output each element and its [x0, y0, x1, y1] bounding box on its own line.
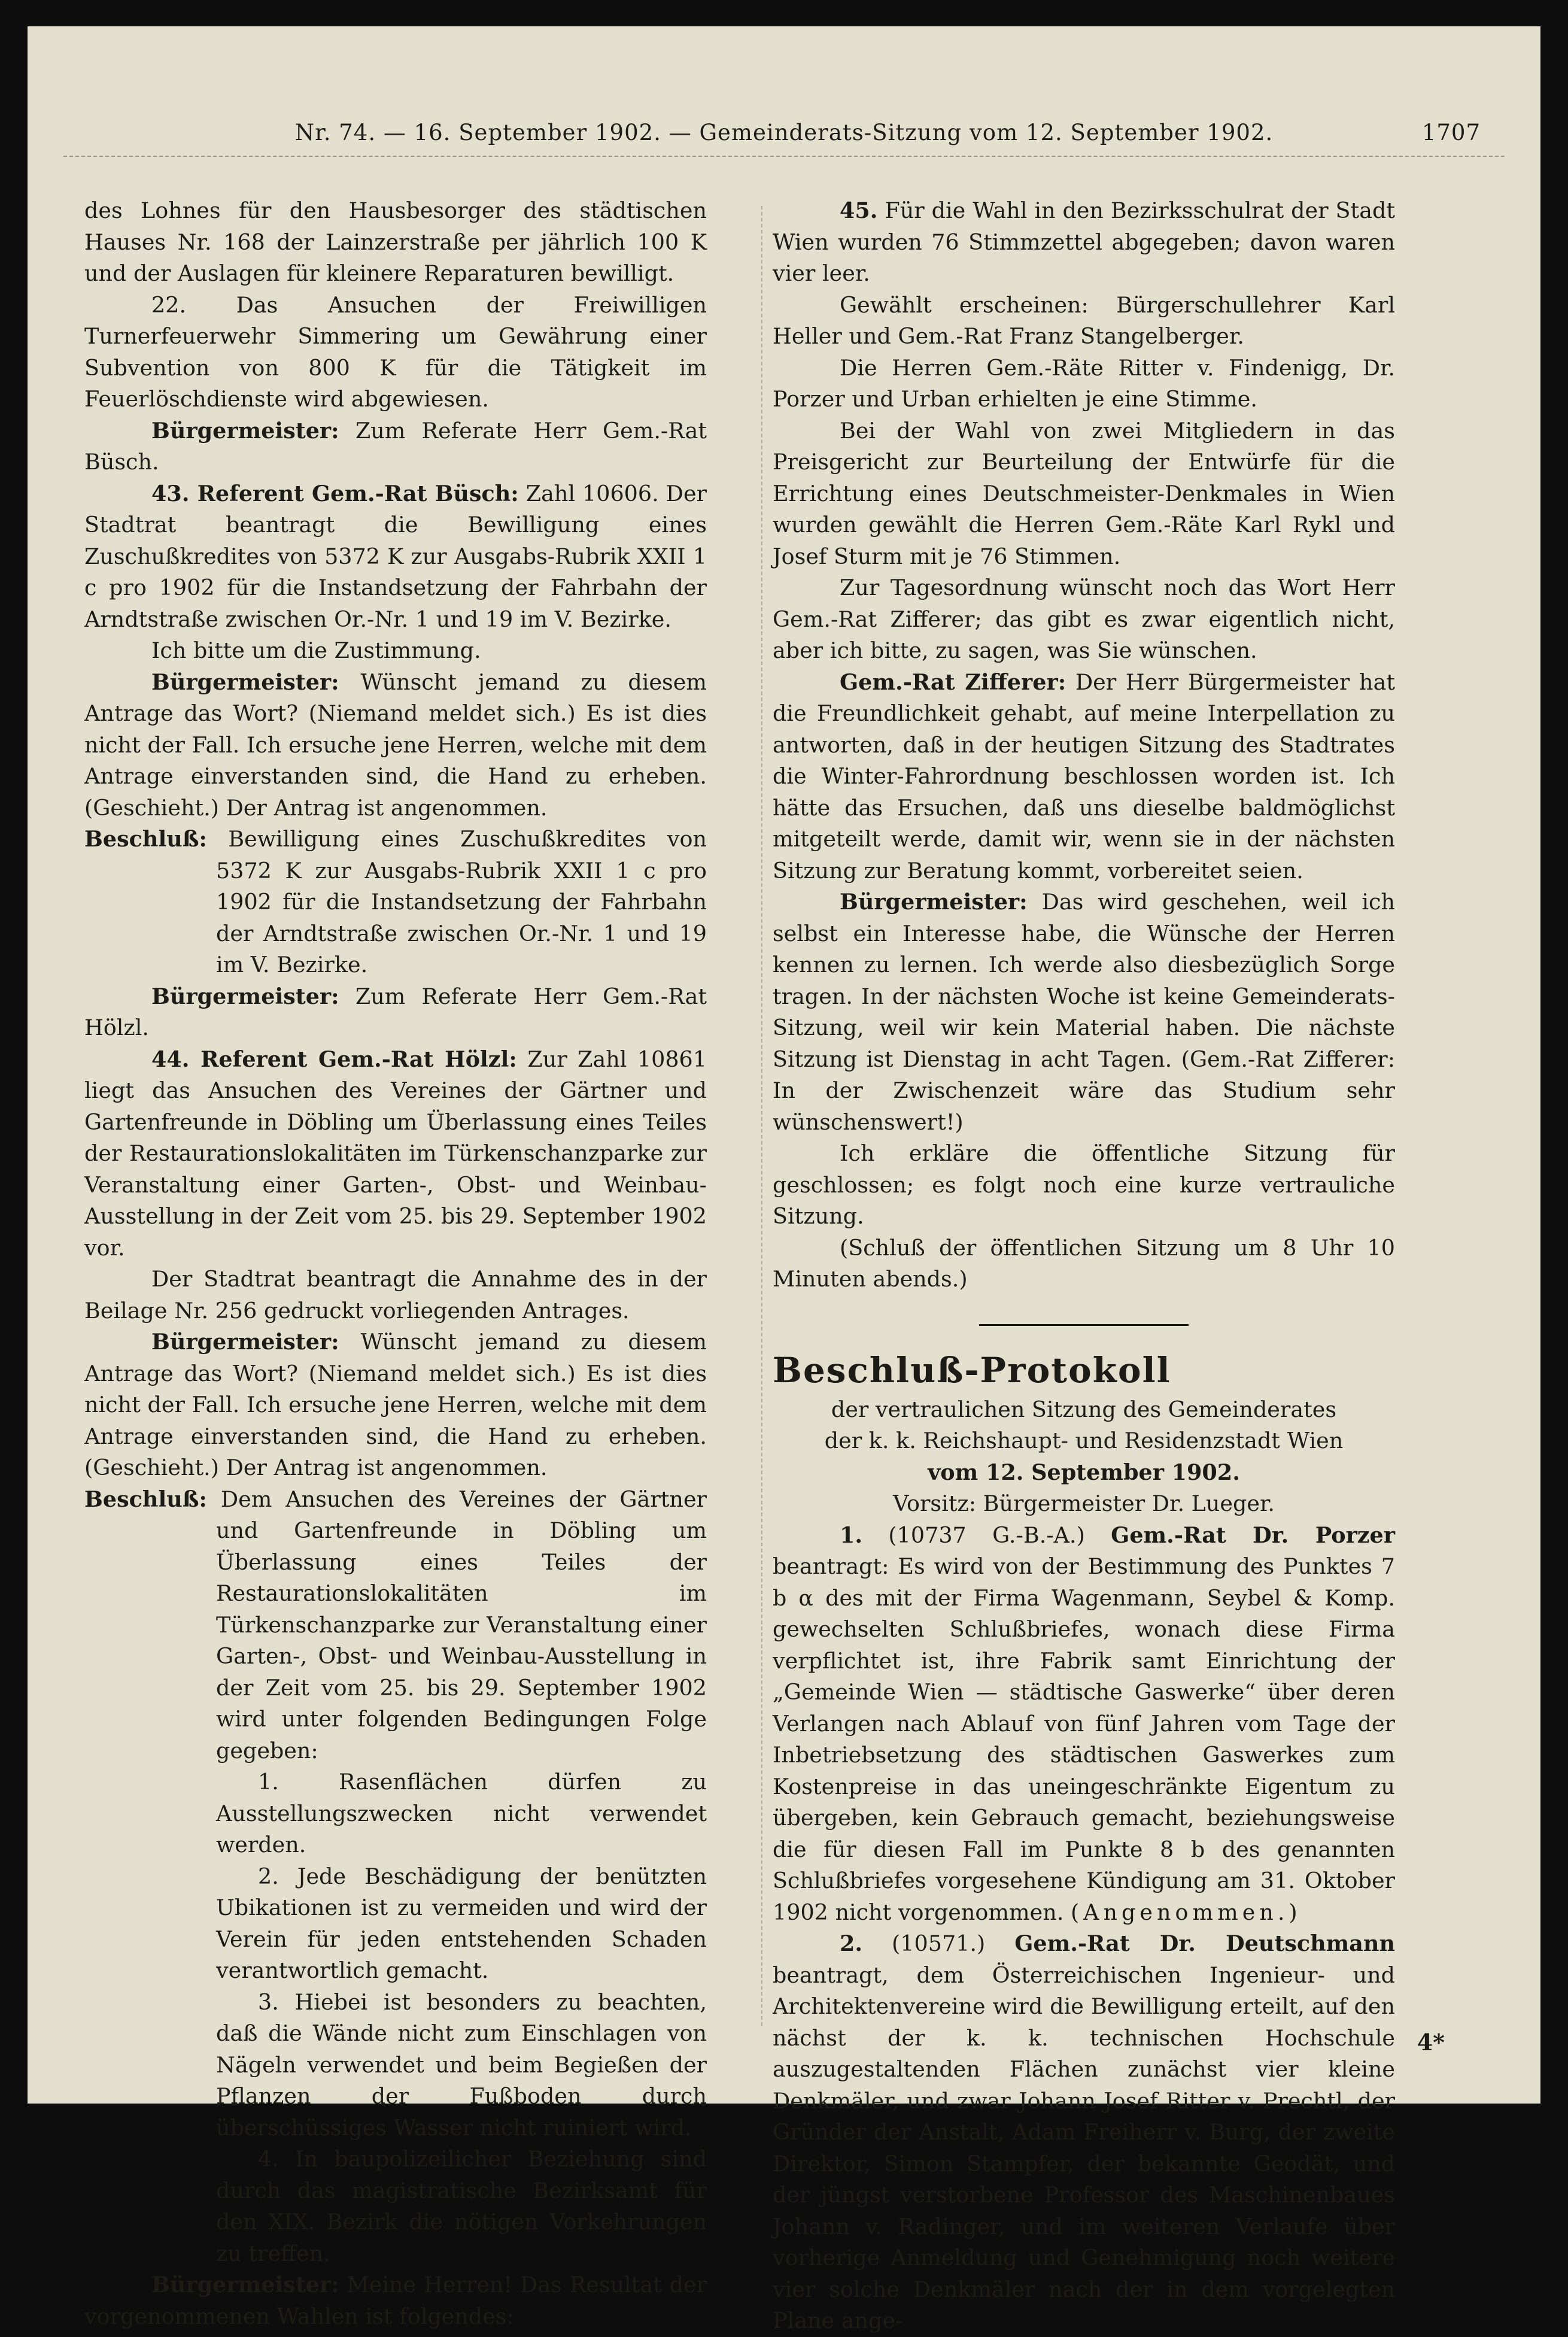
header-title: Nr. 74. — 16. September 1902. — Gemeinderats-Sitzung vom 12. September 1902.: [294, 120, 1274, 145]
paragraph: Die Herren Gem.-Räte Ritter v. Findenigg, Dr. Porzer und Urban erhielten je eine Stimme.: [773, 354, 1395, 412]
paragraph-text: Für die Wahl in den Bezirksschulrat der Stadt Wien wurden 76 Stimmzettel abgegeben; davon waren vier leer.: [773, 198, 1395, 286]
column-divider: [761, 206, 762, 2026]
protocol-subtitle: der vertraulichen Sitzung des Gemeinderates: [831, 1396, 1337, 1422]
speaker-label: 44. Referent Gem.-Rat Hölzl:: [151, 1046, 517, 1072]
speaker-label: Gem.-Rat Zifferer:: [840, 669, 1066, 695]
paragraph: Zur Tagesordnung wünscht noch das Wort Herr Gem.-Rat Zifferer; das gibt es zwar eigentlich nicht, aber ich bitte, zu sagen, was Sie wünschen.: [773, 575, 1395, 663]
right-column: [773, 195, 1395, 2337]
protocol-date: vom 12. September 1902.: [928, 1459, 1240, 1485]
paragraph: Ich bitte um die Zustimmung.: [151, 638, 481, 663]
paragraph-text: Meine Herren! Das Resultat der vorgenommenen Wahlen ist folgendes:: [84, 2272, 707, 2329]
speaker-label: Gem.-Rat Dr. Porzer: [1111, 1522, 1395, 1548]
paragraph: (Schluß der öffentlichen Sitzung um 8 Uhr 10 Minuten abends.): [773, 1234, 1395, 1292]
agenda-item: [773, 1928, 1395, 2337]
document-page: [28, 26, 1540, 2333]
left-column: [84, 195, 707, 2332]
result-label: (Angenommen.): [1070, 1899, 1302, 1925]
speaker-label: Gem.-Rat Dr. Deutschmann: [1014, 1931, 1395, 1956]
condition-item: 1. Rasenflächen dürfen zu Ausstellungszwecken nicht verwendet werden.: [216, 1769, 707, 1858]
resolution-text: Bewilligung eines Zuschußkredites von 5372 K zur Ausgabs-Rubrik XXII 1 c pro 1902 für die Instandsetzung der Fahrbahn der Arndtstraße zwischen Or.-Nr. 1 und 19 im V. Bezirke.: [216, 826, 707, 978]
speaker-label: Bürgermeister:: [151, 417, 339, 444]
paragraph-text: Der Herr Bürgermeister hat die Freundlichkeit gehabt, auf meine Interpellation zu antworten, daß in der heutigen Sitzung des Stadtrates die Winter-Fahrordnung beschlossen worden ist. Ich hätte das Ersuchen, daß uns dieselbe baldmöglichst mitgeteilt werde, damit wir, wenn sie in der nächsten Sitzung zur Beratung kommt, vorbereitet seien.: [773, 669, 1395, 884]
speaker-label: Bürgermeister:: [151, 983, 339, 1009]
item-number: 2.: [840, 1931, 863, 1956]
paragraph: [84, 1044, 707, 1264]
paragraph: [84, 981, 707, 1044]
protocol-chair: Vorsitz: Bürgermeister Dr. Lueger.: [892, 1491, 1275, 1516]
paragraph: [84, 415, 707, 478]
agenda-item: [773, 1520, 1395, 1929]
paragraph: [84, 478, 707, 636]
paragraph: [773, 887, 1395, 1138]
paragraph-text: Zahl 10606. Der Stadtrat beantragt die Bewilligung eines Zuschußkredites von 5372 K zur Ausgabs-Rubrik XXII 1 c pro 1902 für die Instandsetzung der Fahrbahn der Arndtstraße zwischen Or.-Nr. 1 und 19 im V. Bezirke.: [84, 480, 707, 632]
resolution-label: Beschluß:: [84, 1486, 207, 1512]
paragraph: [773, 195, 1395, 290]
resolution: [84, 824, 707, 981]
paragraph: Gewählt erscheinen: Bürgerschullehrer Karl Heller und Gem.-Rat Franz Stangelberger.: [773, 292, 1395, 349]
paragraph: [84, 2269, 707, 2332]
paragraph: [84, 667, 707, 824]
speaker-label: Bürgermeister:: [151, 669, 339, 695]
paragraph-text: Zum Referate Herr Gem.-Rat Hölzl.: [84, 983, 707, 1040]
speaker-label: 43. Referent Gem.-Rat Büsch:: [151, 480, 519, 506]
protocol-title: Beschluß-Protokoll: [773, 1349, 1171, 1391]
paragraph: [84, 1327, 707, 1484]
speaker-label: Bürgermeister:: [840, 889, 1028, 915]
paragraph: [773, 667, 1395, 887]
paragraph: Bei der Wahl von zwei Mitgliedern in das Preisgericht zur Beurteilung der Entwürfe für die Errichtung eines Deutschmeister-Denkmales in Wien wurden gewählt die Herren Gem.-Räte Karl Rykl und Josef Sturm mit je 76 Stimmen.: [773, 417, 1395, 569]
paragraph-text: beantragt, dem Österreichischen Ingenieur- und Architektenvereine wird die Bewilligung erteilt, auf den nächst der k. k. technischen Hochschule auszugestaltenden Flächen zunächst vier kleine Denkmäler, und zwar Johann Josef Ritter v. Prechtl, der Gründer der Anstalt, Adam Freiherr v. Burg, der zweite Direktor, Simon Stampfer, der bekannte Geodät, und der jüngst verstorbene Professor des Maschinenbaues Johann v. Radinger, und im weiteren Verlaufe über vorherige Anmeldung und Genehmigung noch weitere vier solche Denkmäler nach der in dem vorgelegten Plane ange-: [773, 1962, 1395, 2333]
item-reference: (10737 G.-B.-A.): [888, 1522, 1085, 1548]
paragraph-text: beantragt: Es wird von der Bestimmung des Punktes 7 b α des mit der Firma Wagenmann, Seybel & Komp. gewechselten Schlußbriefes, wonach diese Firma verpflichtet ist, ihre Fabrik samt Einrichtung der „Gemeinde Wien — städtische Gaswerke“ über deren Verlangen nach Ablauf von fünf Jahren vom Tage der Inbetriebsetzung des städtischen Gaswerkes zum Kostenpreise in das uneingeschränkte Eigentum zu übergeben, kein Gebrauch gemacht, beziehungsweise die für diesen Fall im Punkte 8 b des genannten Schlußbriefes vorgesehene Kündigung am 31. Oktober 1902 nicht vorgenommen.: [773, 1553, 1395, 1925]
paragraph-text: Wünscht jemand zu diesem Antrage das Wort? (Niemand meldet sich.) Es ist dies nicht der Fall. Ich ersuche jene Herren, welche mit dem Antrage einverstanden sind, die Hand zu erheben. (Geschieht.) Der Antrag ist angenommen.: [84, 1329, 707, 1480]
paragraph-text: Das wird geschehen, weil ich selbst ein Interesse habe, die Wünsche der Herren kennen zu lernen. Ich werde also diesbezüglich Sorge tragen. In der nächsten Woche ist keine Gemeinderats-Sitzung, weil wir kein Material haben. Die nächste Sitzung ist Dienstag in acht Tagen. (Gem.-Rat Zifferer: In der Zwischenzeit wäre das Studium sehr wünschenswert!): [773, 889, 1395, 1135]
paragraph: 22. Das Ansuchen der Freiwilligen Turnerfeuerwehr Simmering um Gewährung einer Subvention von 800 K für die Tätigkeit im Feuerlöschdienste wird abgewiesen.: [84, 292, 707, 412]
page-header: [28, 120, 1540, 168]
section-rule: [979, 1324, 1189, 1326]
condition-item: 4. In baupolizeilicher Beziehung sind durch das magistratische Bezirksamt für den XIX. Bezirk die nötigen Vorkehrungen zu treffen.: [216, 2146, 707, 2266]
resolution-label: Beschluß:: [84, 826, 207, 852]
speaker-label: Bürgermeister:: [151, 2272, 339, 2297]
item-reference: (10571.): [892, 1931, 986, 1956]
page-number: 1707: [1421, 120, 1481, 145]
paragraph: Ich erkläre die öffentliche Sitzung für geschlossen; es folgt noch eine kurze vertrauliche Sitzung.: [773, 1140, 1395, 1229]
item-number: 1.: [840, 1522, 863, 1548]
paragraph-text: Zur Zahl 10861 liegt das Ansuchen des Vereines der Gärtner und Gartenfreunde in Döbling um Überlassung eines Teiles der Restaurationslokalitäten im Türkenschanzparke zur Veranstaltung einer Garten-, Obst- und Weinbau-Ausstellung in der Zeit vom 25. bis 29. September 1902 vor.: [84, 1046, 707, 1261]
signature-mark: 4*: [1417, 2029, 1445, 2056]
paragraph: Der Stadtrat beantragt die Annahme des in der Beilage Nr. 256 gedruckt vorliegenden Antrages.: [84, 1266, 707, 1324]
condition-item: 3. Hiebei ist besonders zu beachten, daß die Wände nicht zum Einschlagen von Nägeln verwendet und beim Begießen der Pflanzen der Fußboden durch überschüssiges Wasser nicht ruiniert wird.: [216, 1989, 707, 2141]
header-rule: [63, 156, 1505, 160]
condition-item: 2. Jede Beschädigung der benützten Ubikationen ist zu vermeiden und wird der Verein für jeden entstehenden Schaden verantwortlich gemacht.: [216, 1863, 707, 1983]
paragraph: des Lohnes für den Hausbesorger des städtischen Hauses Nr. 168 der Lainzerstraße per jährlich 100 K und der Auslagen für kleinere Reparaturen bewilligt.: [84, 198, 707, 286]
resolution-text: Dem Ansuchen des Vereines der Gärtner und Gartenfreunde in Döbling um Überlassung eines Teiles der Restaurationslokalitäten im Türkenschanzparke zur Veranstaltung einer Garten-, Obst- und Weinbau-Ausstellung in der Zeit vom 25. bis 29. September 1902 wird unter folgenden Bedingungen Folge gegeben:: [216, 1486, 707, 1764]
protocol-subtitle: der k. k. Reichshaupt- und Residenzstadt Wien: [824, 1428, 1344, 1453]
speaker-label: Bürgermeister:: [151, 1329, 339, 1355]
resolution: [84, 1484, 707, 1767]
paragraph-text: Zum Referate Herr Gem.-Rat Büsch.: [84, 417, 707, 475]
item-number: 45.: [840, 198, 878, 223]
paragraph-text: Wünscht jemand zu diesem Antrage das Wort? (Niemand meldet sich.) Es ist dies nicht der Fall. Ich ersuche jene Herren, welche mit dem Antrage einverstanden sind, die Hand zu erheben. (Geschieht.) Der Antrag ist angenommen.: [84, 669, 707, 821]
